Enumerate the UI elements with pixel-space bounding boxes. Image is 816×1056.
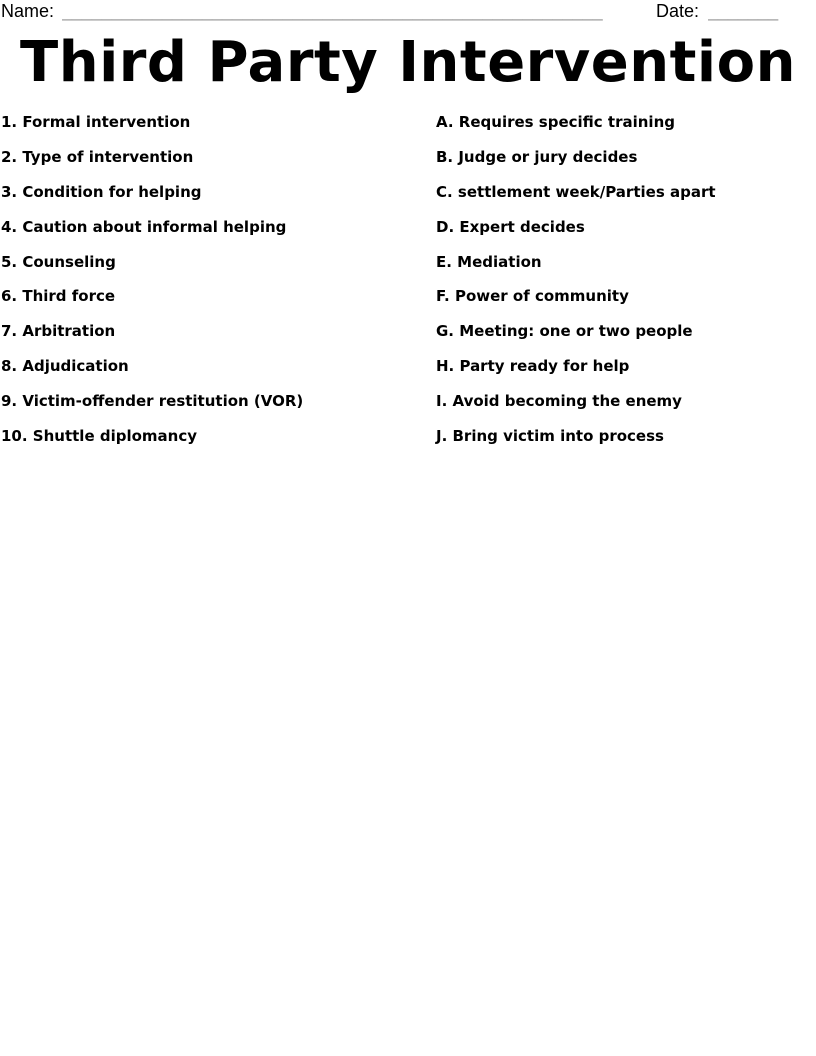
definition-item-i: I. Avoid becoming the enemy: [436, 392, 682, 411]
definition-item-f: F. Power of community: [436, 287, 629, 306]
definition-item-b: B. Judge or jury decides: [436, 147, 638, 166]
term-item-7: 7. Arbitration: [1, 322, 116, 341]
term-item-9: 9. Victim-offender restitution (VOR): [1, 392, 304, 411]
term-item-5: 5. Counseling: [1, 252, 116, 271]
definition-item-g: G. Meeting: one or two people: [436, 322, 693, 341]
definition-item-a: A. Requires specific training: [436, 113, 675, 131]
term-item-4: 4. Caution about informal helping: [1, 217, 287, 236]
date-label: Date:: [656, 1, 700, 21]
term-item-6: 6. Third force: [1, 287, 116, 306]
name-label: Name:: [1, 1, 55, 21]
page-title: Third Party Intervention: [20, 30, 796, 95]
term-item-3: 3. Condition for helping: [1, 182, 202, 201]
definition-item-d: D. Expert decides: [436, 217, 585, 236]
date-blank-line: _______: [708, 1, 779, 21]
term-item-2: 2. Type of intervention: [1, 147, 194, 166]
terms-column: [1, 111, 421, 460]
header-row: [0, 0, 816, 24]
term-item-8: 8. Adjudication: [1, 357, 129, 376]
definition-item-h: H. Party ready for help: [436, 357, 630, 376]
term-item-10: 10. Shuttle diplomancy: [1, 427, 197, 446]
definition-item-c: C. settlement week/Parties apart: [436, 182, 716, 201]
definition-item-e: E. Mediation: [436, 252, 542, 271]
definitions-column: [436, 111, 814, 460]
name-blank-line: ______________________________________________________: [62, 1, 603, 21]
definition-item-j: J. Bring victim into process: [436, 427, 664, 446]
term-item-1: 1. Formal intervention: [1, 113, 191, 131]
